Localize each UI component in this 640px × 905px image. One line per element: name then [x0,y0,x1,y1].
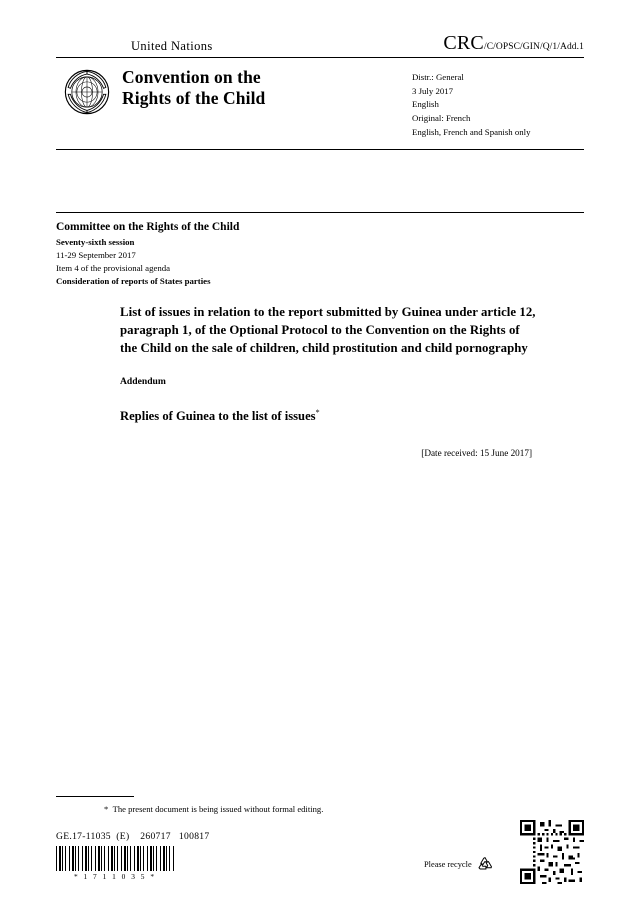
document-symbol-suffix: /C/OPSC/GIN/Q/1/Add.1 [483,42,584,52]
document-symbol [443,32,584,54]
distribution-date: 3 July 2017 [412,85,454,96]
footnote-block [56,796,476,815]
document-symbol-prefix: CRC [443,32,484,54]
distribution-original: Original: French [412,112,471,123]
masthead-bottom-rule [56,149,584,150]
replies-heading [120,408,540,424]
footnote-marker: * [104,804,109,814]
barcode [56,846,174,881]
main-content [120,303,540,458]
replies-heading-text: Replies of Guinea to the list of issues [120,409,316,424]
recycle-label: Please recycle [424,859,472,869]
document-code: GE.17-11035 (E) 260717 100817 [56,831,210,842]
committee-rule [56,212,584,213]
committee-dates: 11-29 September 2017 [56,249,136,260]
masthead-top-row [56,32,584,56]
date-received: [Date received: 15 June 2017] [421,447,532,458]
recycle-notice [424,855,494,873]
barcode-bars-icon [56,846,174,871]
footnote-rule [56,796,134,797]
masthead-body [56,67,584,139]
committee-name: Committee on the Rights of the Child [56,221,240,233]
addendum-label: Addendum [120,376,166,388]
convention-title-line-1: Convention on the [122,67,261,87]
committee-agenda-topic: Consideration of reports of States parties [56,276,211,287]
organization-name: United Nations [131,39,213,54]
emblem-container [56,67,118,115]
barcode-number: * 1 7 1 1 0 3 5 * [73,872,157,881]
page-title: List of issues in relation to the report submitted by Guinea under article 12, paragraph 1, of the Optional Protocol to the Convention on the Rights of the Child on the sale of children, child prostitution and child pornography [120,305,536,356]
committee-block [56,212,584,288]
replies-footnote-marker: * [315,408,320,418]
committee-session: Seventy-sixth session [56,236,135,247]
distribution-language: English [412,99,439,110]
distribution-languages-only: English, French and Spanish only [412,126,531,137]
masthead [56,32,584,150]
footnote-body: The present document is being issued without formal editing. [112,804,324,814]
distribution-block [412,67,584,139]
un-emblem-icon [64,69,110,115]
convention-title [118,67,412,110]
convention-title-line-2: Rights of the Child [122,88,266,109]
committee-agenda-item: Item 4 of the provisional agenda [56,262,171,273]
recycle-icon [476,855,494,873]
distribution-line: Distr.: General [412,72,464,82]
qr-code [520,820,584,884]
masthead-top-rule [56,57,584,58]
footnote-text [56,803,476,815]
